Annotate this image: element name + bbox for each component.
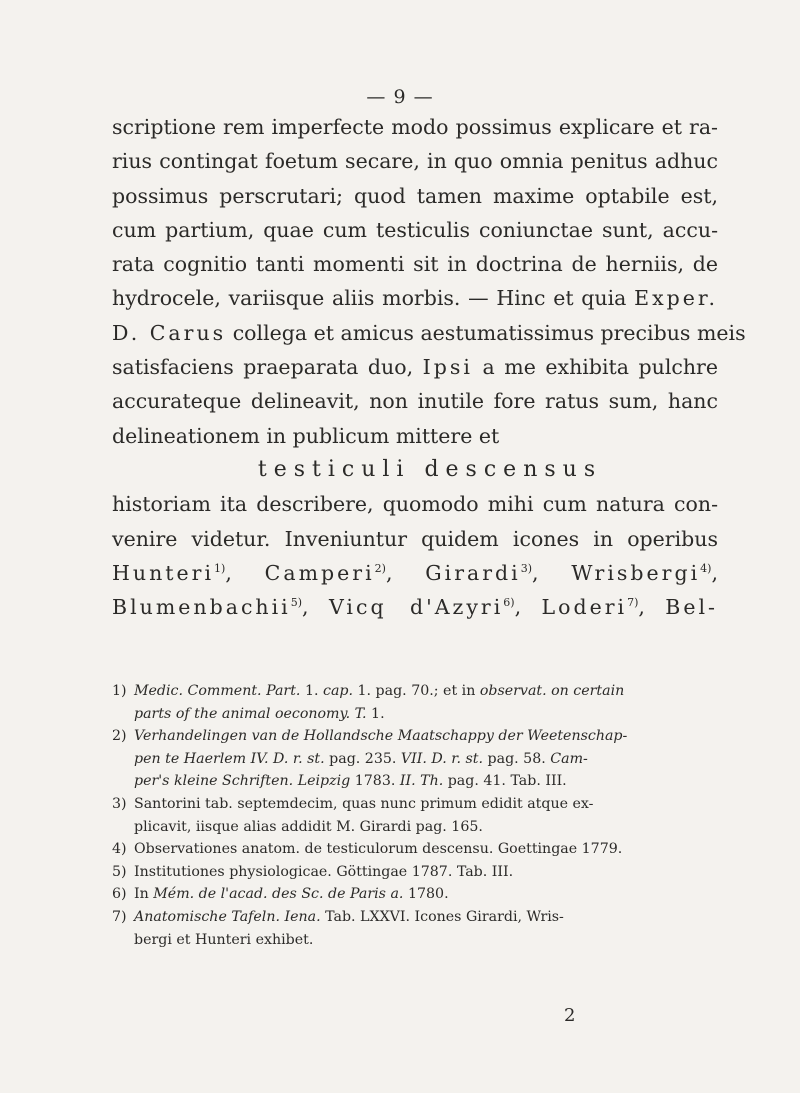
footnote-text: Santorini tab. septemdecim, quas nunc primum edidit atque ex- [134,795,594,812]
footnote-text: Observationes anatom. de testiculorum descensu. Goettingae 1779. [134,841,623,858]
text-line: D. Carus collega et amicus aestumatissimus precibus meis [112,320,746,345]
footnote-text: observat. on certain [479,683,625,699]
footnote-text: bergi et Hunteri exhibet. [134,931,314,948]
text-line: delineationem in publicum mittere et [112,423,500,448]
footnote-text: pen te Haerlem IV. D. r. st. [134,750,325,767]
footnote-number: 3) [112,795,127,812]
footnote-line [112,861,718,884]
footnote-number: 7) [112,908,127,925]
main-text [112,110,746,624]
footnote-text: Medic. Comment. Part. [134,683,301,699]
footnote-line [112,838,718,861]
name-ipsi: Ipsi [422,355,473,380]
footnote-number: 2) [112,728,127,745]
footnote-text: 1. [300,683,323,699]
footnote-text: In [134,886,154,903]
footnote-text: cap. [323,683,353,699]
citation-line: Blumenbachii$^{5)}$, Vicq d'Azyri$^{6)}$, Loderi$^{7)}$, Bel- [112,595,718,620]
footnotes [112,680,718,951]
text-line: satisfaciens praeparata duo, Ipsi a me exhibita pulchre [112,355,718,380]
footnote-text: VII. D. r. st. [400,750,484,767]
footnote-text: Mém. de l'acad. des Sc. de Paris a. [153,886,404,903]
footnote-number: 6) [112,886,127,903]
footnote-text: 1. pag. 70.; et in [353,683,480,699]
footnote-number: 5) [112,863,127,880]
footnote-line [112,883,718,906]
footnote-number: 4) [112,841,127,858]
citation-line: Hunteri$^{1)}$, Camperi$^{2)}$, Girardi$^{3)}$, Wrisbergi$^{4)}$, [112,560,718,585]
footnote-text: parts of the animal oeconomy. T. [134,705,367,722]
page-number: — 9 — [366,86,434,108]
text-line: rius contingat foetum secare, in quo omnia penitus adhuc [112,149,718,174]
footnote-text: II. Th. [399,773,444,790]
footnote-text: Verhandelingen van de Hollandsche Maatschappy der Weetenschap- [134,728,628,745]
text-line: possimus perscrutari; quod tamen maxime optabile est, [112,183,718,208]
signature-mark: 2 [564,1005,576,1026]
footnote-text: per's kleine Schriften. Leipzig [134,773,351,790]
footnote-line [112,680,718,703]
footnote-text: Tab. LXXVI. Icones Girardi, Wris- [320,908,564,925]
text-line: cum partium, quae cum testiculis coniunctae sunt, accu- [112,217,718,242]
footnote-line [112,816,718,839]
footnote-text: pag. 41. Tab. III. [443,773,567,790]
footnote-line [112,703,718,726]
text-line: venire videtur. Inveniuntur quidem icones in operibus [112,526,718,551]
text-line: accurateque delineavit, non inutile fore ratus sum, hanc [112,389,718,414]
footnote-line [112,929,718,952]
footnote-text: pag. 235. [324,750,401,767]
footnote-line [112,906,718,929]
section-heading: testiculi descensus [257,456,603,482]
footnote-text: Anatomische Tafeln. Iena. [134,908,321,925]
text-line: hydrocele, variisque aliis morbis. — Hinc et quia Exper. [112,286,718,311]
name-carus: D. Carus [112,320,227,345]
footnote-line [112,793,718,816]
footnote-line [112,748,718,771]
footnote-text: 1. [366,705,385,722]
name-exper: Exper. [634,286,718,311]
footnote-text: Institutiones physiologicae. Göttingae 1787. Tab. III. [134,863,514,880]
footnote-text: Cam- [550,750,588,767]
footnote-text: pag. 58. [483,750,551,767]
footnote-text: 1780. [403,886,449,903]
footnote-number: 1) [112,683,127,699]
footnote-line [112,770,718,793]
footnote-line [112,725,718,748]
text-line: scriptione rem imperfecte modo possimus explicare et ra- [112,115,718,139]
text-line: historiam ita describere, quomodo mihi cum natura con- [112,492,718,517]
text-line: rata cognitio tanti momenti sit in doctrina de herniis, de [112,252,718,277]
footnote-text: plicavit, iisque alias addidit M. Girardi pag. 165. [134,818,483,835]
footnote-text: 1783. [350,773,400,790]
